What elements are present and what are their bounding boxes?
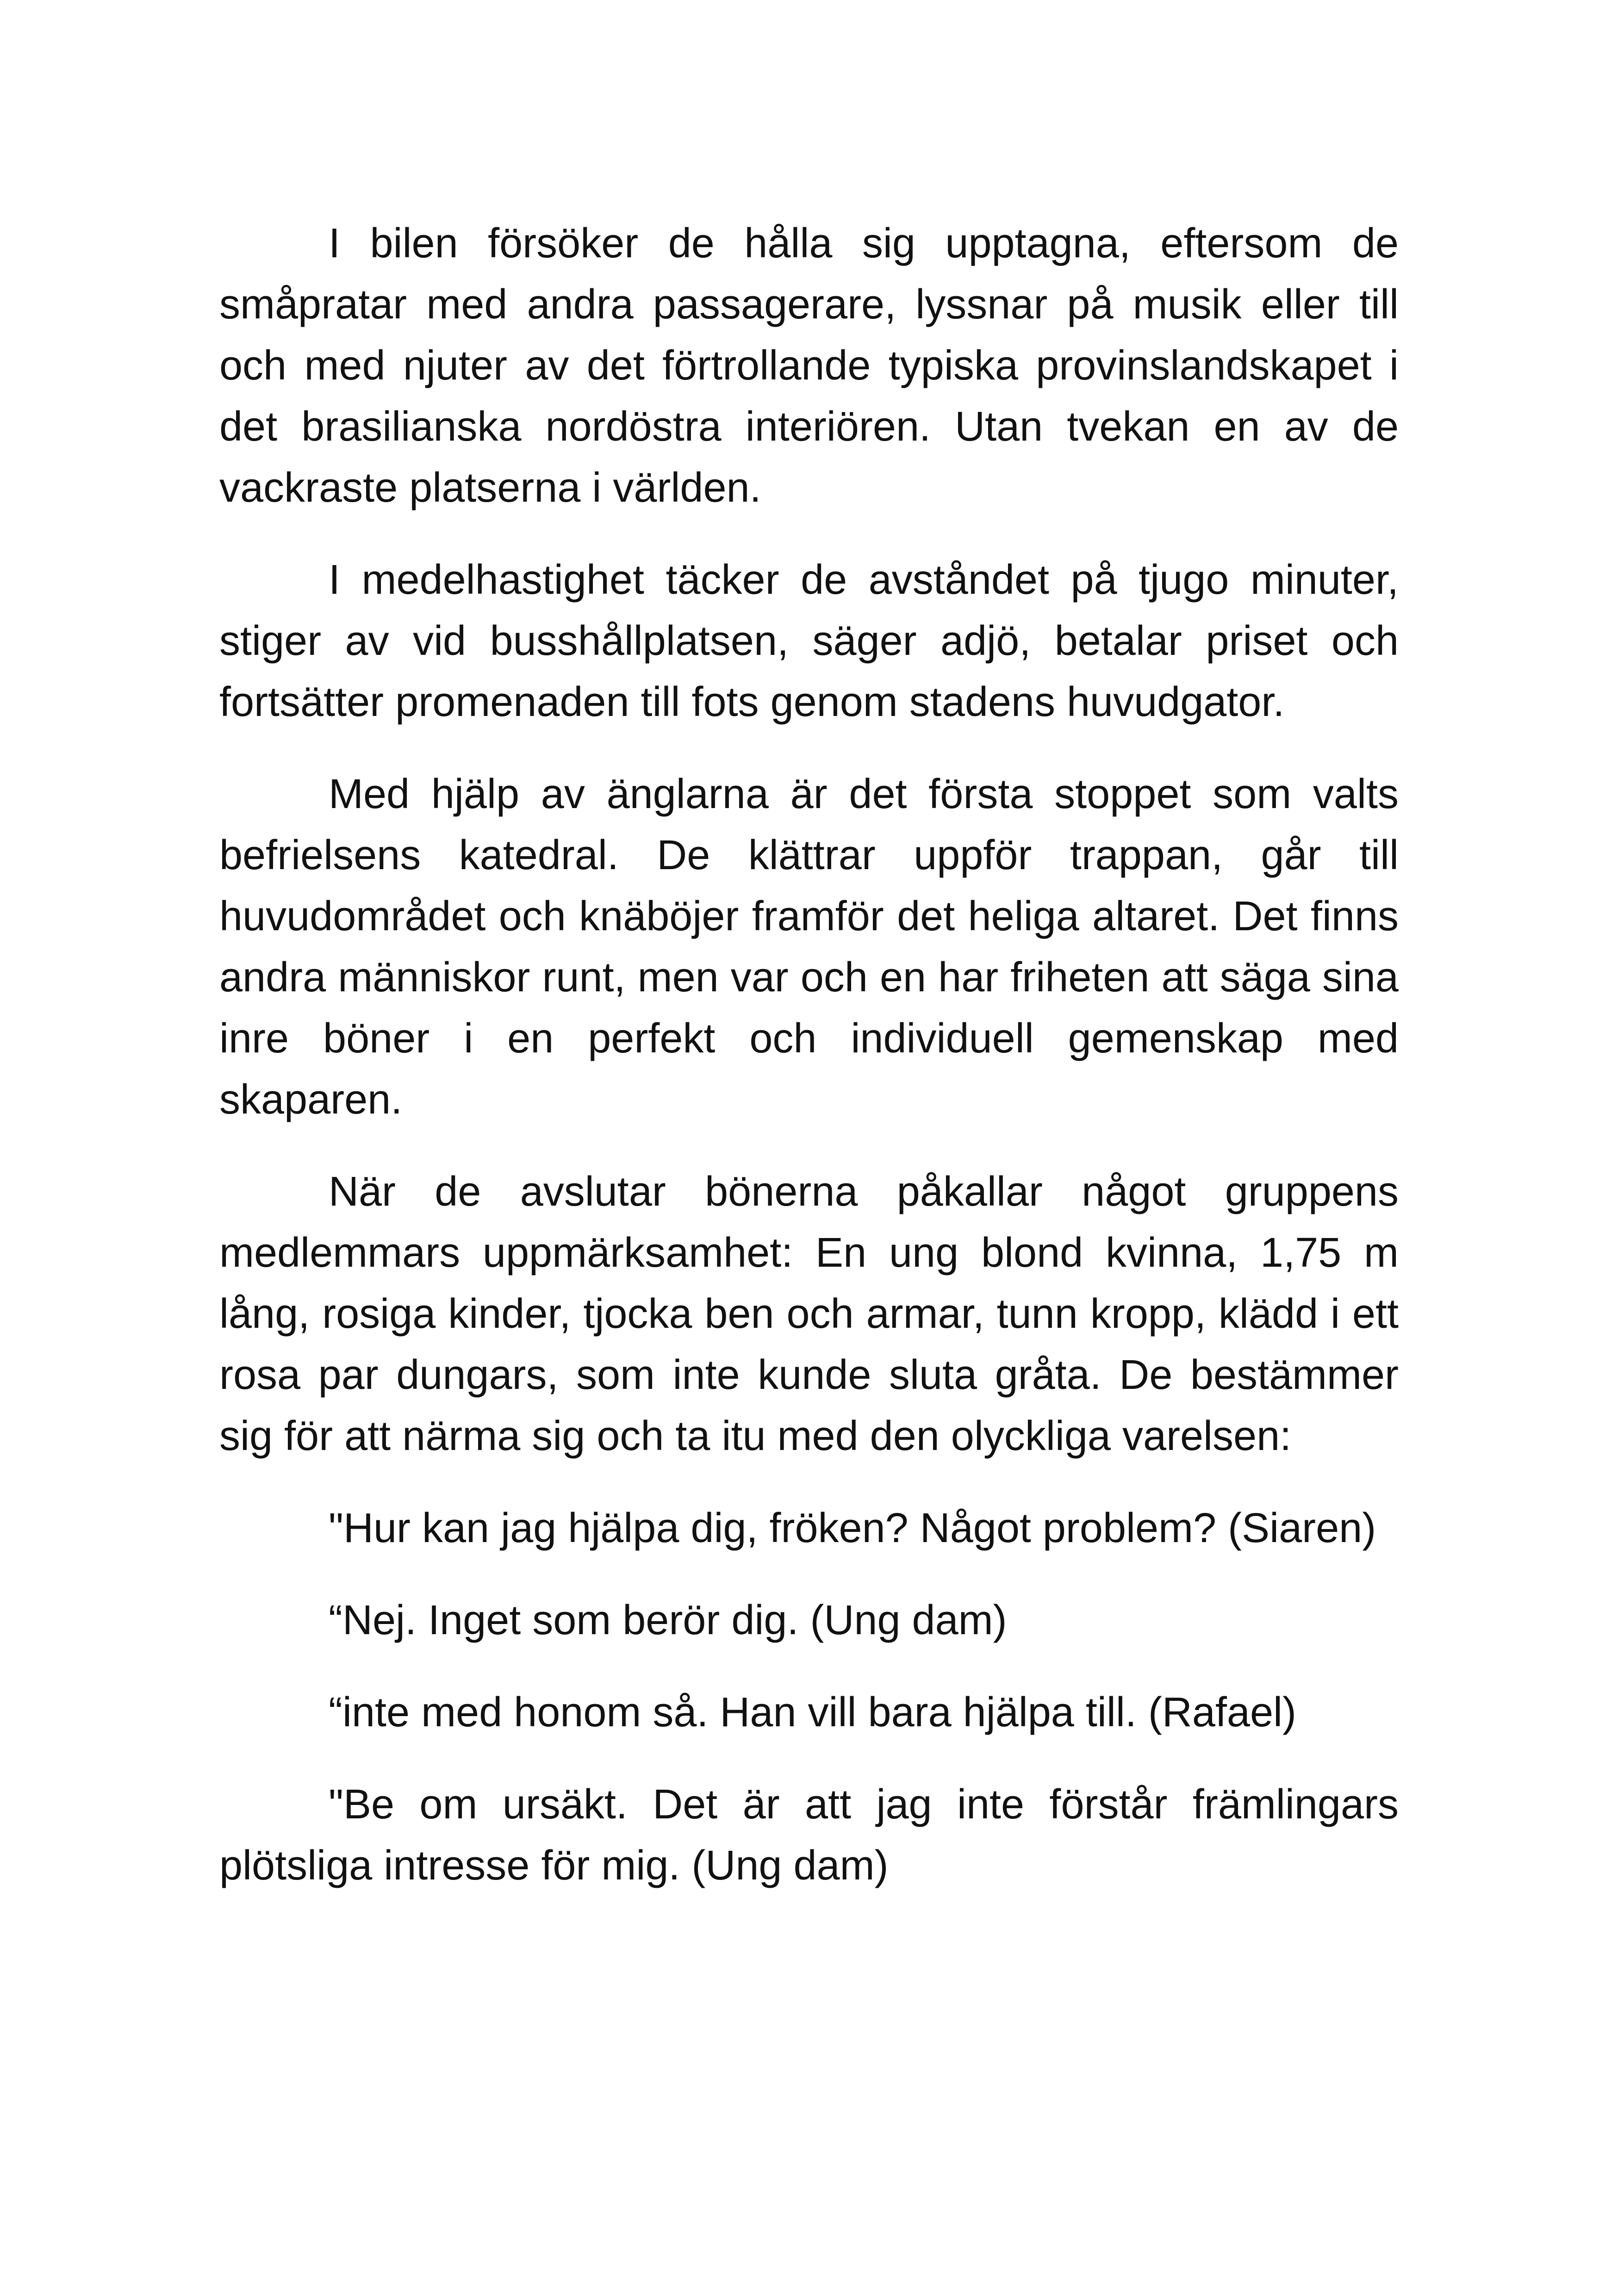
paragraph: När de avslutar bönerna påkallar något gruppens medlemmars uppmärksamhet: En ung blond kvinna, 1,75 m lång, rosiga kinder, tjocka ben och armar, tunn kropp, klädd i ett rosa par dungars, som inte kunde sluta gråta. De bestämmer sig för att närma sig och ta itu med den olyckliga varelsen: [219, 1169, 1399, 1459]
dialogue-line: "Be om ursäkt. Det är att jag inte förstår främlingars plötsliga intresse för mig. (Ung dam) [219, 1781, 1399, 1889]
paragraph: I bilen försöker de hålla sig upptagna, eftersom de småpratar med andra passagerare, lyssnar på musik eller till och med njuter av det förtrollande typiska provinslandskapet i det brasilianska nordöstra interiören. Utan tvekan en av de vackraste platserna i världen. [219, 220, 1399, 511]
paragraph: I medelhastighet täcker de avståndet på tjugo minuter, stiger av vid busshållplatsen, säger adjö, betalar priset och fortsätter promenaden till fots genom stadens huvudgator. [219, 557, 1399, 725]
dialogue-line: “Nej. Inget som berör dig. (Ung dam) [329, 1597, 1007, 1643]
paragraph: Med hjälp av änglarna är det första stoppet som valts befrielsens katedral. De klättrar uppför trappan, går till huvudområdet och knäböjer framför det heliga altaret. Det finns andra människor runt, men var och en har friheten att säga sina inre böner i en perfekt och individuell gemenskap med skaparen. [219, 771, 1399, 1123]
dialogue-line: "Hur kan jag hjälpa dig, fröken? Något problem? (Siaren) [329, 1505, 1376, 1551]
dialogue-line: “inte med honom så. Han vill bara hjälpa till. (Rafael) [329, 1689, 1296, 1736]
body-text [219, 213, 1399, 1927]
